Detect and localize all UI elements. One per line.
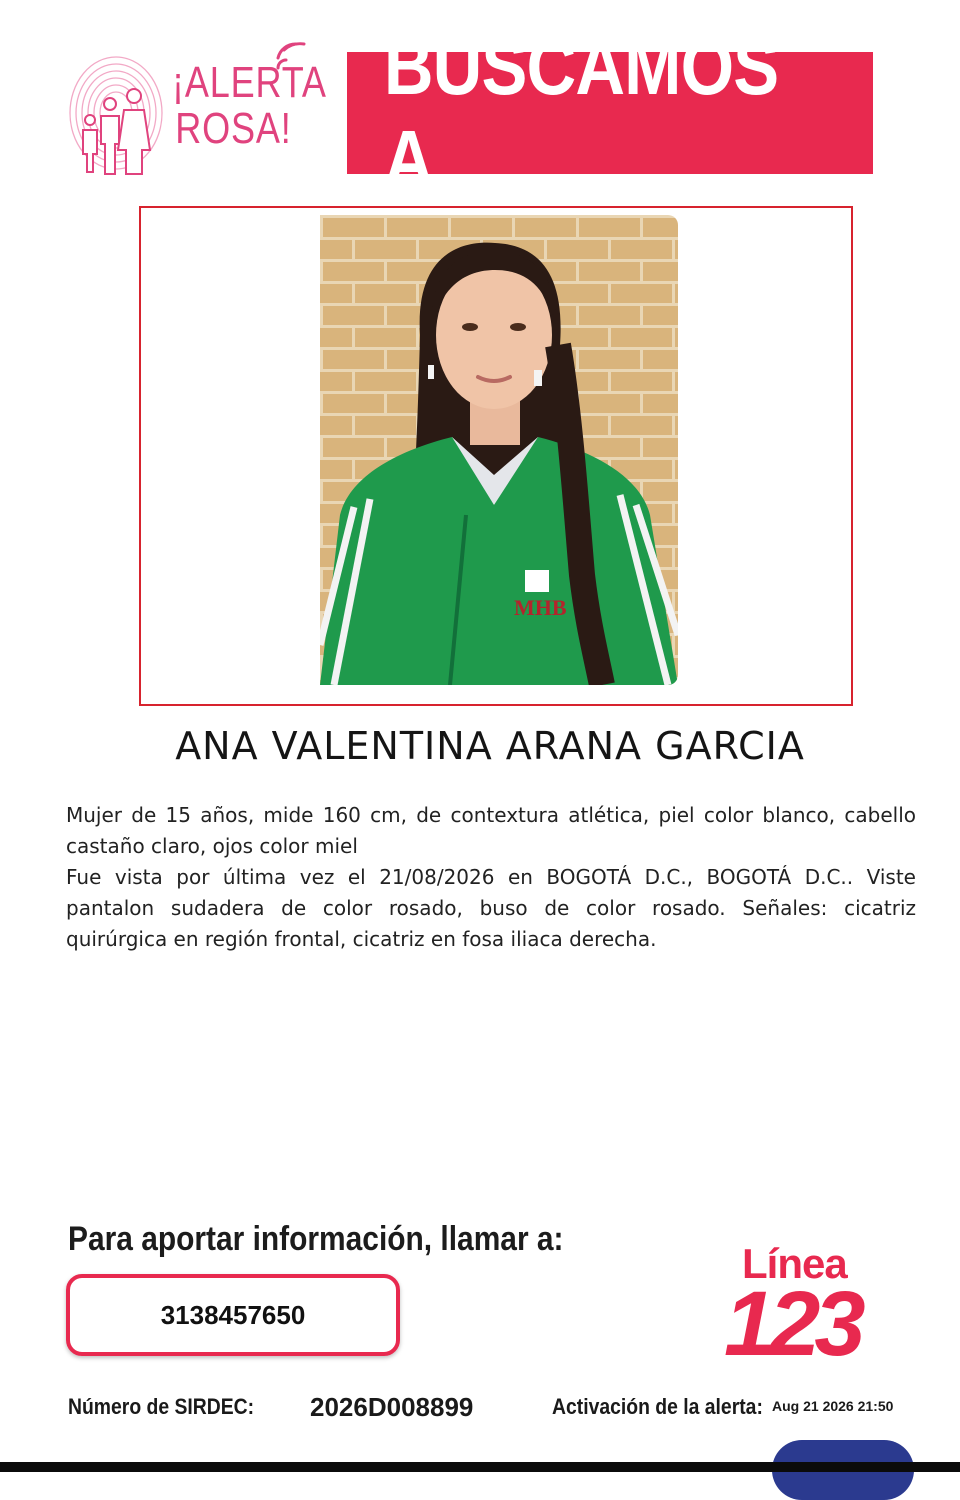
sirdec-label: Número de SIRDEC: — [68, 1394, 255, 1419]
missing-person-photo — [320, 215, 678, 685]
description-physical: Mujer de 15 años, mide 160 cm, de contextura atlética, piel color blanco, cabello castaño claro, ojos color miel — [66, 803, 916, 858]
logo-text — [172, 60, 327, 152]
contact-label: Para aportar información, llamar a: — [68, 1220, 564, 1258]
sirdec-value: 2026D008899 — [310, 1392, 474, 1422]
description-last-seen: Fue vista por última vez el 21/08/2026 en BOGOTÁ D.C., BOGOTÁ D.C.. Viste pantalon sudadera de color rosado, buso de color rosado. Señales: cicatriz quirúrgica en región frontal, cicatriz en fosa iliaca derecha. — [66, 865, 916, 951]
phone-number-box[interactable] — [66, 1274, 400, 1356]
alerta-rosa-logo — [66, 38, 327, 188]
linea-number: 123 — [724, 1273, 860, 1375]
linea-123-logo — [724, 1240, 884, 1375]
activation-value: Aug 21 2026 21:50 — [772, 1398, 894, 1414]
bottom-bar — [0, 1462, 960, 1472]
jacket-badge-text: MHB — [514, 595, 567, 620]
logo-line-1: ¡ALERTA — [172, 58, 327, 107]
family-fingerprint-icon — [66, 38, 176, 188]
header-banner — [347, 22, 873, 203]
person-name: ANA VALENTINA ARANA GARCIA — [175, 724, 805, 768]
linea-word: Línea — [742, 1240, 847, 1287]
phone-number[interactable]: 3138457650 — [160, 1299, 306, 1330]
logo-line-2: ROSA! — [175, 104, 292, 153]
person-description — [66, 800, 916, 955]
activation-label: Activación de la alerta: — [552, 1394, 763, 1419]
banner-title: BUSCAMOS A — [383, 22, 779, 203]
